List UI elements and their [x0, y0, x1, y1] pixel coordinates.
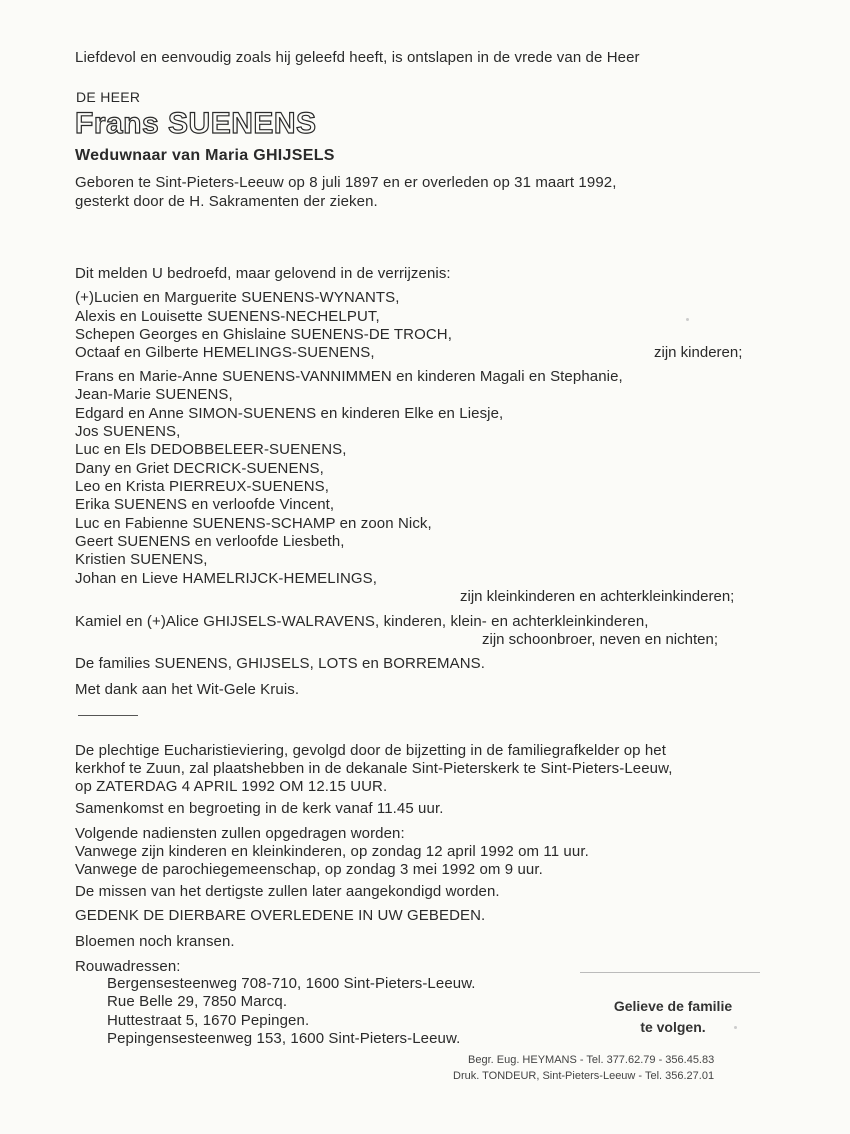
- printer-credit: Begr. Eug. HEYMANS - Tel. 377.62.79 - 356.45.83: [468, 1054, 715, 1066]
- services-line: Volgende nadiensten zullen opgedragen worden:: [75, 825, 405, 842]
- follow-family-line: Gelieve de familie: [613, 998, 733, 1014]
- ceremony-line: kerkhof te Zuun, zal plaatshebben in de dekanale Sint-Pieterskerk te Sint-Pieters-Leeuw,: [75, 760, 673, 777]
- inlaws-suffix: zijn schoonbroer, neven en nichten;: [482, 631, 718, 648]
- grandchild-line: Frans en Marie-Anne SUENENS-VANNIMMEN en kinderen Magali en Stephanie,: [75, 368, 623, 385]
- printer-credit: Druk. TONDEUR, Sint-Pieters-Leeuw - Tel. 356.27.01: [453, 1070, 715, 1082]
- addresses-label: Rouwadressen:: [75, 958, 181, 975]
- address-line: Rue Belle 29, 7850 Marcq.: [107, 993, 288, 1010]
- birth-line-1: Geboren te Sint-Pieters-Leeuw op 8 juli 1897 en er overleden op 31 maart 1992,: [75, 174, 617, 191]
- child-line: Alexis en Louisette SUENENS-NECHELPUT,: [75, 308, 380, 325]
- inlaws-line: Kamiel en (+)Alice GHIJSELS-WALRAVENS, kinderen, klein- en achterkleinkinderen,: [75, 613, 649, 630]
- gathering-line: Samenkomst en begroeting in de kerk vanaf 11.45 uur.: [75, 800, 444, 817]
- announce-line: Dit melden U bedroefd, maar gelovend in de verrijzenis:: [75, 265, 451, 282]
- address-line: Pepingensesteenweg 153, 1600 Sint-Pieters-Leeuw.: [107, 1030, 461, 1047]
- grandchild-line: Luc en Fabienne SUENENS-SCHAMP en zoon Nick,: [75, 515, 432, 532]
- grandchild-line: Luc en Els DEDOBBELEER-SUENENS,: [75, 441, 347, 458]
- grandchildren-suffix: zijn kleinkinderen en achterkleinkinderen;: [460, 588, 735, 605]
- flowers-line: Bloemen noch kransen.: [75, 933, 235, 950]
- birth-line-2: gesterkt door de H. Sakramenten der zieken.: [75, 193, 378, 210]
- child-line: Schepen Georges en Ghislaine SUENENS-DE TROCH,: [75, 326, 452, 343]
- follow-rule: [580, 972, 760, 973]
- masses-line: De missen van het dertigste zullen later aangekondigd worden.: [75, 883, 500, 900]
- child-line: (+)Lucien en Marguerite SUENENS-WYNANTS,: [75, 289, 400, 306]
- ceremony-line: op ZATERDAG 4 APRIL 1992 OM 12.15 UUR.: [75, 778, 388, 795]
- separator-rule: [78, 715, 138, 716]
- grandchild-line: Erika SUENENS en verloofde Vincent,: [75, 496, 335, 513]
- grandchild-line: Jean-Marie SUENENS,: [75, 386, 233, 403]
- families-line: De families SUENENS, GHIJSELS, LOTS en BORREMANS.: [75, 655, 486, 672]
- widower-line: Weduwnaar van Maria GHIJSELS: [75, 147, 335, 164]
- services-line: Vanwege de parochiegemeenschap, op zondag 3 mei 1992 om 9 uur.: [75, 861, 543, 878]
- follow-family-stamp: [598, 996, 748, 1038]
- grandchild-line: Kristien SUENENS,: [75, 551, 208, 568]
- address-line: Bergensesteenweg 708-710, 1600 Sint-Pieters-Leeuw.: [107, 975, 476, 992]
- grandchild-line: Dany en Griet DECRICK-SUENENS,: [75, 460, 324, 477]
- grandchild-line: Geert SUENENS en verloofde Liesbeth,: [75, 533, 345, 550]
- child-line: Octaaf en Gilberte HEMELINGS-SUENENS,: [75, 344, 375, 361]
- title-prefix: DE HEER: [76, 89, 141, 105]
- paper-speck: [734, 1026, 737, 1029]
- ceremony-line: De plechtige Eucharistieviering, gevolgd door de bijzetting in de familiegrafkelder op het: [75, 742, 667, 759]
- paper-speck: [686, 318, 689, 321]
- grandchild-line: Johan en Lieve HAMELRIJCK-HEMELINGS,: [75, 570, 378, 587]
- deceased-name: Frans SUENENS: [75, 107, 317, 140]
- grandchild-line: Leo en Krista PIERREUX-SUENENS,: [75, 478, 330, 495]
- address-line: Huttestraat 5, 1670 Pepingen.: [107, 1012, 310, 1029]
- grandchild-line: Jos SUENENS,: [75, 423, 181, 440]
- services-line: Vanwege zijn kinderen en kleinkinderen, op zondag 12 april 1992 om 11 uur.: [75, 843, 589, 860]
- children-suffix: zijn kinderen;: [654, 344, 743, 361]
- follow-family-line: te volgen.: [640, 1019, 706, 1035]
- thanks-line: Met dank aan het Wit-Gele Kruis.: [75, 681, 300, 698]
- remember-line: GEDENK DE DIERBARE OVERLEDENE IN UW GEBEDEN.: [75, 907, 486, 924]
- intro-text: Liefdevol en eenvoudig zoals hij geleefd heeft, is ontslapen in de vrede van de Heer: [75, 49, 640, 66]
- grandchild-line: Edgard en Anne SIMON-SUENENS en kinderen Elke en Liesje,: [75, 405, 504, 422]
